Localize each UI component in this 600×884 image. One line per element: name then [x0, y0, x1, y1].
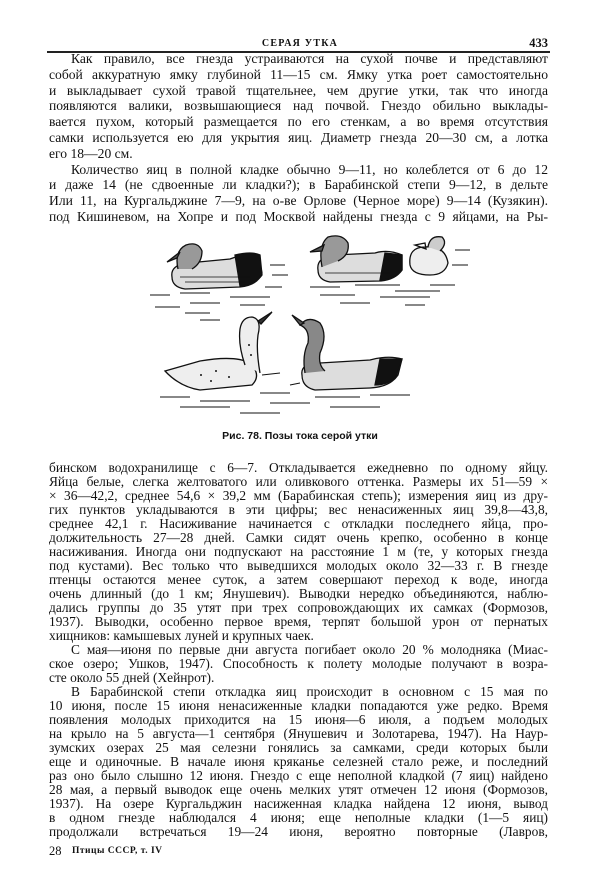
- text-line: на крыло на 5 августа—1 сентября (Янушевич и Золотарева, 1947). На Наур-: [49, 727, 548, 741]
- text-line: гих пунктов укладываются в эти цифры; вес ненасиженных яиц 39,8—43,8,: [49, 503, 548, 517]
- duck-bottom-right: [292, 315, 402, 390]
- text-line: под Кишиневом, на Хопре и под Москвой найдены гнезда с 9 яйцами, на Ры-: [49, 208, 548, 224]
- text-line: 10 июня, после 15 июня ненасиженные кладки попадаются уже редко. Время: [49, 699, 548, 713]
- figure-caption: Рис. 78. Позы тока серой утки: [222, 430, 378, 442]
- duck-top-left: [167, 244, 262, 289]
- text-line: 1937). На озере Кургальджин насиженная кладка найдена 12 июня, вывод: [49, 797, 548, 811]
- text-line: В Барабинской степи откладка яиц происходит в основном с 15 мая по: [71, 685, 548, 699]
- text-line: Яйца белые, слегка желтоватого или оливкового оттенка. Размеры их 51—59 ×: [49, 475, 548, 489]
- text-line: и выкладывает сухой травой тщательнее, чем другие утки, так что иногда: [49, 82, 548, 98]
- running-header-title: СЕРАЯ УТКА: [261, 38, 339, 49]
- text-line: × 36—42,2, среднее 54,6 × 39,2 мм (Барабинская степь); измерения яиц из дру-: [49, 489, 548, 503]
- text-line: насиживания. Иногда они подпускают на расстояние 1 м (те, у которых гнезда: [49, 545, 548, 559]
- text-line: появляются валики, возвышающиеся над почвой. Гнездо обильно выклады-: [49, 98, 548, 114]
- paragraph: [49, 162, 548, 225]
- text-line: еще и одиночные. В начале июня кряканье селезней стало реже, и последний: [49, 755, 548, 769]
- paragraph: [49, 643, 548, 685]
- footer-book-title: Птицы СССР, т. IV: [72, 846, 163, 856]
- text-line: сте около 55 дней (Хейнрот).: [49, 671, 215, 685]
- text-line: Количество яиц в полной кладке обычно 9—11, но колеблется от 6 до 12: [71, 161, 548, 177]
- text-line: зумских озерах 25 мая селезни гонялись за самками, среди которых были: [49, 741, 548, 755]
- duck-top-right: [410, 237, 448, 275]
- text-line: вается пухом, который размещается по его стенкам, а во время отсутствия: [49, 114, 548, 130]
- text-line: собой аккуратную ямку глубиной 11—15 см. Ямку утка роет самостоятельно: [49, 66, 548, 82]
- text-line: и даже 14 (не сдвоенные ли кладки?); в Барабинской степи 9—12, в дельте: [49, 177, 548, 193]
- text-line: Или 11, на Кургальджине 7—9, на о-ве Орлове (Черное море) 9—14 (Кузякин).: [49, 193, 548, 209]
- text-line: ское озеро; Ушков, 1947). Способность к полету молодые получают в возра-: [49, 657, 548, 671]
- text-line: С мая—июня по первые дни августа погибает около 20 % молодняка (Миас-: [71, 643, 548, 657]
- duck-top-middle: [310, 236, 402, 282]
- text-line: появления молодых приходится на 15 июня—6 июля, а подъем молодых: [49, 713, 548, 727]
- paragraph: [49, 685, 548, 839]
- text-line: птенцы остаются менее суток, а затем совершают переход к воде, иногда: [49, 573, 548, 587]
- paragraph: [49, 461, 548, 643]
- text-line: в одном гнезде наблюдался 4 июня; еще неполные кладки (1—5 яиц): [49, 811, 548, 825]
- text-line: под кустами). Вес только что выведшихся молодых около 32—33 г. В гнезде: [49, 559, 548, 573]
- paragraph: [49, 51, 548, 162]
- text-line: 1937). Выводки, особенно первое время, терпят большой урон от пернатых: [49, 615, 548, 629]
- text-block-top: [49, 51, 548, 225]
- text-line: среднее 42,1 г. Насиживание начинается с откладки последнего яйца, про-: [49, 517, 548, 531]
- text-line: 28 мая, а первый выводок еще очень мелких утят отмечен 12 июня (Формозов,: [49, 783, 548, 797]
- text-line: хищников: камышевых луней и крупных чаек.: [49, 629, 314, 643]
- duck-bottom-left: [165, 312, 272, 390]
- page-number: 433: [529, 36, 548, 50]
- text-block-bottom: [49, 461, 548, 839]
- text-line: раз оно было слышно 12 июня. Гнездо с еще неполной кладкой (7 яиц) найдено: [49, 769, 548, 783]
- text-line: Как правило, все гнезда устраиваются на сухой почве и представляют: [71, 51, 548, 66]
- text-line: самки используется ею для укрытия яиц. Диаметр гнезда 20—30 см, а лотка: [49, 129, 548, 145]
- text-line: очень длинный (до 1 км; Янушевич). Выводки нередко объединяются, наблю-: [49, 587, 548, 601]
- text-line: должительность 27—28 дней. Самки сидят очень крепко, особенно в конце: [49, 531, 548, 545]
- text-line: его 18—20 см.: [49, 145, 133, 161]
- text-line: продолжали встречаться 19—24 июня, вероятно повторные (Лавров,: [49, 825, 548, 839]
- text-line: бинском водохранилище с 6—7. Откладывается ежедневно по одному яйцу.: [49, 461, 548, 475]
- text-line: дались группы до 35 утят при трех сопровождающих их самках (Формозов,: [49, 601, 548, 615]
- duck-illustration: [140, 225, 480, 425]
- signature-number: 28: [49, 844, 62, 858]
